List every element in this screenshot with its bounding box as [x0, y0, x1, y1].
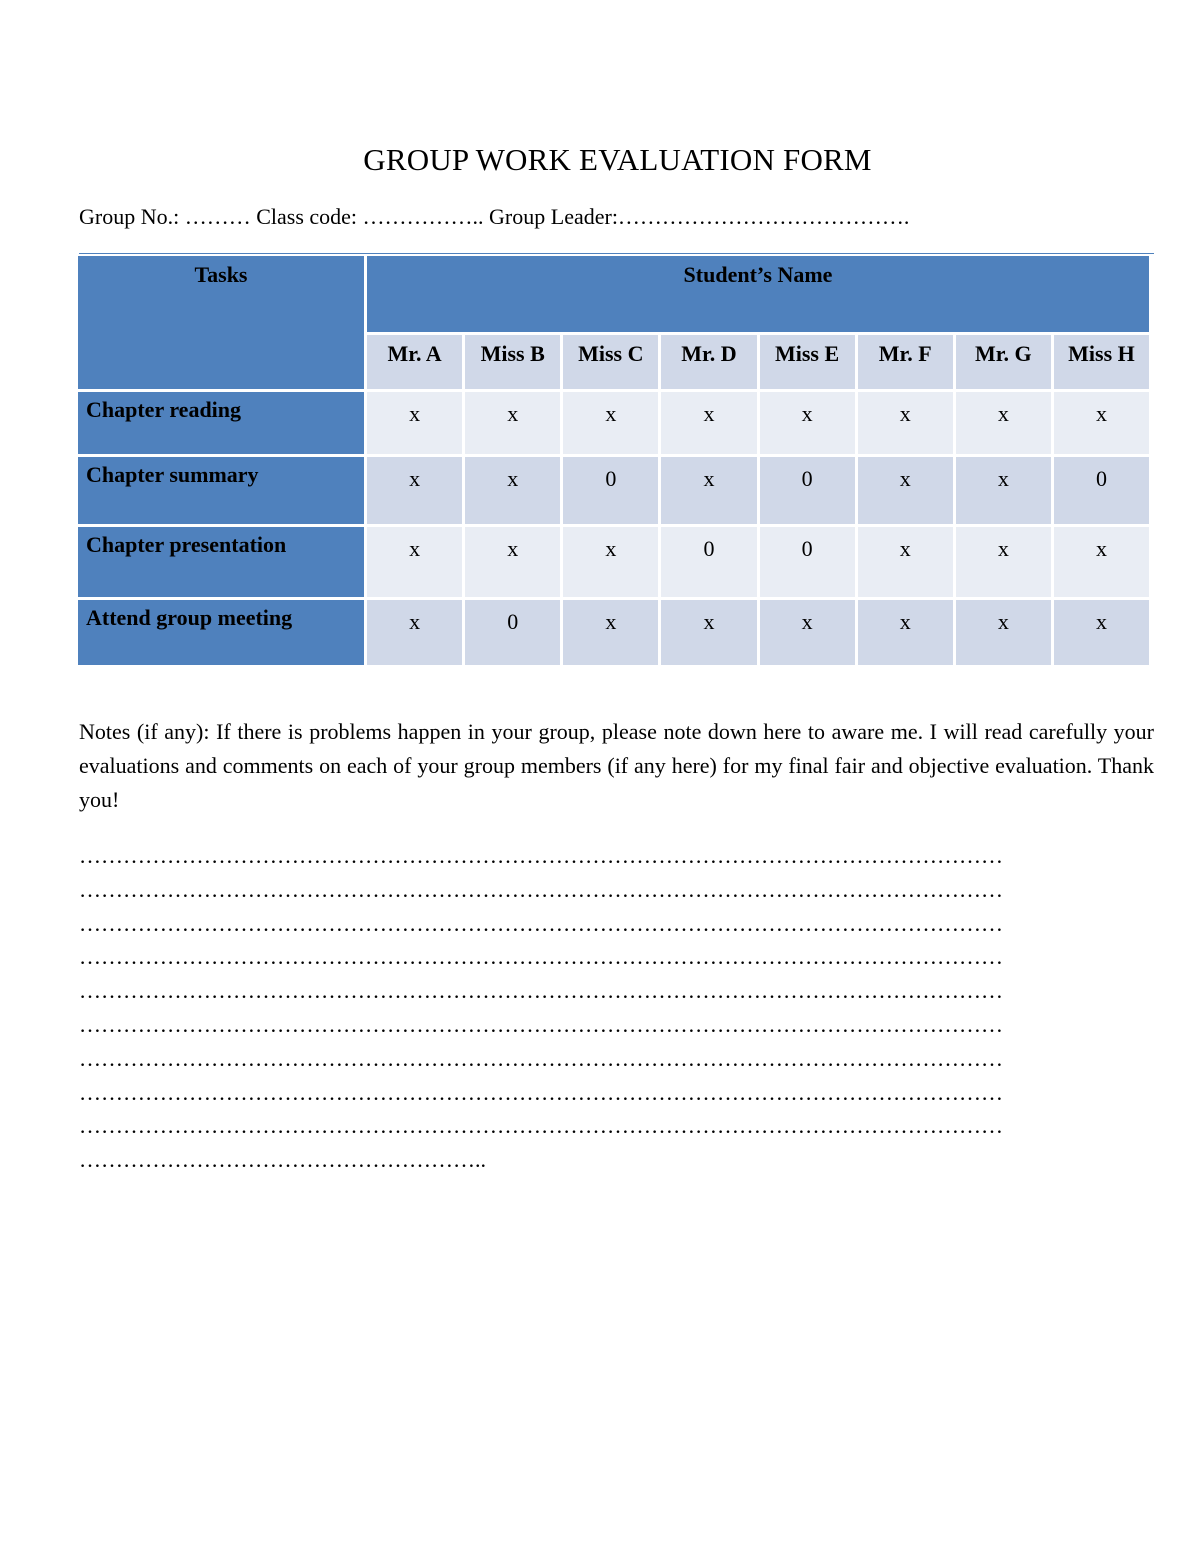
dotted-line: ………………………………………………..: [79, 1147, 486, 1173]
task-label: Chapter reading: [78, 392, 364, 454]
mark-cell[interactable]: 0: [465, 600, 560, 665]
table-row: [78, 527, 1149, 597]
students-header: Student’s Name: [367, 256, 1149, 332]
table-row: [78, 457, 1149, 524]
table-row: [78, 600, 1149, 665]
student-name: Mr. G: [956, 335, 1051, 389]
table-row: [78, 392, 1149, 454]
mark-cell[interactable]: 0: [661, 527, 756, 597]
mark-cell[interactable]: x: [465, 527, 560, 597]
student-name: Miss C: [563, 335, 658, 389]
dotted-line: ………………………………………………………………………………………………………………: [79, 978, 1003, 1004]
task-label: Chapter presentation: [78, 527, 364, 597]
mark-cell[interactable]: x: [465, 457, 560, 524]
dotted-line: ………………………………………………………………………………………………………………: [79, 876, 1003, 902]
mark-cell[interactable]: x: [367, 392, 462, 454]
task-label: Chapter summary: [78, 457, 364, 524]
group-leader-field[interactable]: Group Leader:………………………………….: [489, 204, 910, 229]
mark-cell[interactable]: x: [956, 600, 1051, 665]
dotted-line: ………………………………………………………………………………………………………………: [79, 843, 1003, 868]
mark-cell[interactable]: x: [956, 457, 1051, 524]
mark-cell[interactable]: x: [1054, 600, 1149, 665]
mark-cell[interactable]: x: [367, 600, 462, 665]
dotted-line: ………………………………………………………………………………………………………………: [79, 1045, 1003, 1071]
student-name: Mr. A: [367, 335, 462, 389]
mark-cell[interactable]: x: [465, 392, 560, 454]
tasks-header: Tasks: [78, 256, 364, 389]
notes-paragraph: Notes (if any): If there is problems happen in your group, please note down here to aware me. I will read carefully your evaluations and comments on each of your group members (if any here) for my final fair and objective evaluation. Thank you!: [79, 719, 1154, 812]
mark-cell[interactable]: x: [858, 527, 953, 597]
student-name: Miss B: [465, 335, 560, 389]
mark-cell[interactable]: x: [1054, 392, 1149, 454]
mark-cell[interactable]: x: [563, 600, 658, 665]
dotted-line: ………………………………………………………………………………………………………………: [79, 1113, 1003, 1139]
mark-cell[interactable]: x: [367, 527, 462, 597]
mark-cell[interactable]: x: [661, 392, 756, 454]
dotted-line: ………………………………………………………………………………………………………………: [79, 1011, 1003, 1037]
mark-cell[interactable]: x: [661, 457, 756, 524]
table-header-row: [78, 256, 1149, 332]
student-name: Miss H: [1054, 335, 1149, 389]
mark-cell[interactable]: x: [563, 392, 658, 454]
mark-cell[interactable]: x: [1054, 527, 1149, 597]
mark-cell[interactable]: x: [760, 392, 855, 454]
mark-cell[interactable]: 0: [760, 527, 855, 597]
notes-writing-area[interactable]: [79, 839, 1154, 1177]
mark-cell[interactable]: 0: [760, 457, 855, 524]
mark-cell[interactable]: x: [760, 600, 855, 665]
mark-cell[interactable]: x: [563, 527, 658, 597]
evaluation-table: [75, 253, 1152, 668]
dotted-line: ………………………………………………………………………………………………………………: [79, 1079, 1003, 1105]
page-title: GROUP WORK EVALUATION FORM: [363, 142, 872, 177]
mark-cell[interactable]: x: [367, 457, 462, 524]
class-code-field[interactable]: Class code: ……………..: [256, 204, 490, 229]
student-name: Mr. D: [661, 335, 756, 389]
student-name: Miss E: [760, 335, 855, 389]
dotted-line: ………………………………………………………………………………………………………………: [79, 910, 1003, 936]
mark-cell[interactable]: x: [661, 600, 756, 665]
form-meta-line: [79, 204, 909, 230]
dotted-line: ………………………………………………………………………………………………………………: [79, 944, 1003, 970]
mark-cell[interactable]: 0: [563, 457, 658, 524]
mark-cell[interactable]: 0: [1054, 457, 1149, 524]
task-label: Attend group meeting: [78, 600, 364, 665]
mark-cell[interactable]: x: [956, 527, 1051, 597]
mark-cell[interactable]: x: [858, 600, 953, 665]
mark-cell[interactable]: x: [956, 392, 1051, 454]
mark-cell[interactable]: x: [858, 457, 953, 524]
group-no-field[interactable]: Group No.: ………: [79, 204, 257, 229]
student-name: Mr. F: [858, 335, 953, 389]
mark-cell[interactable]: x: [858, 392, 953, 454]
